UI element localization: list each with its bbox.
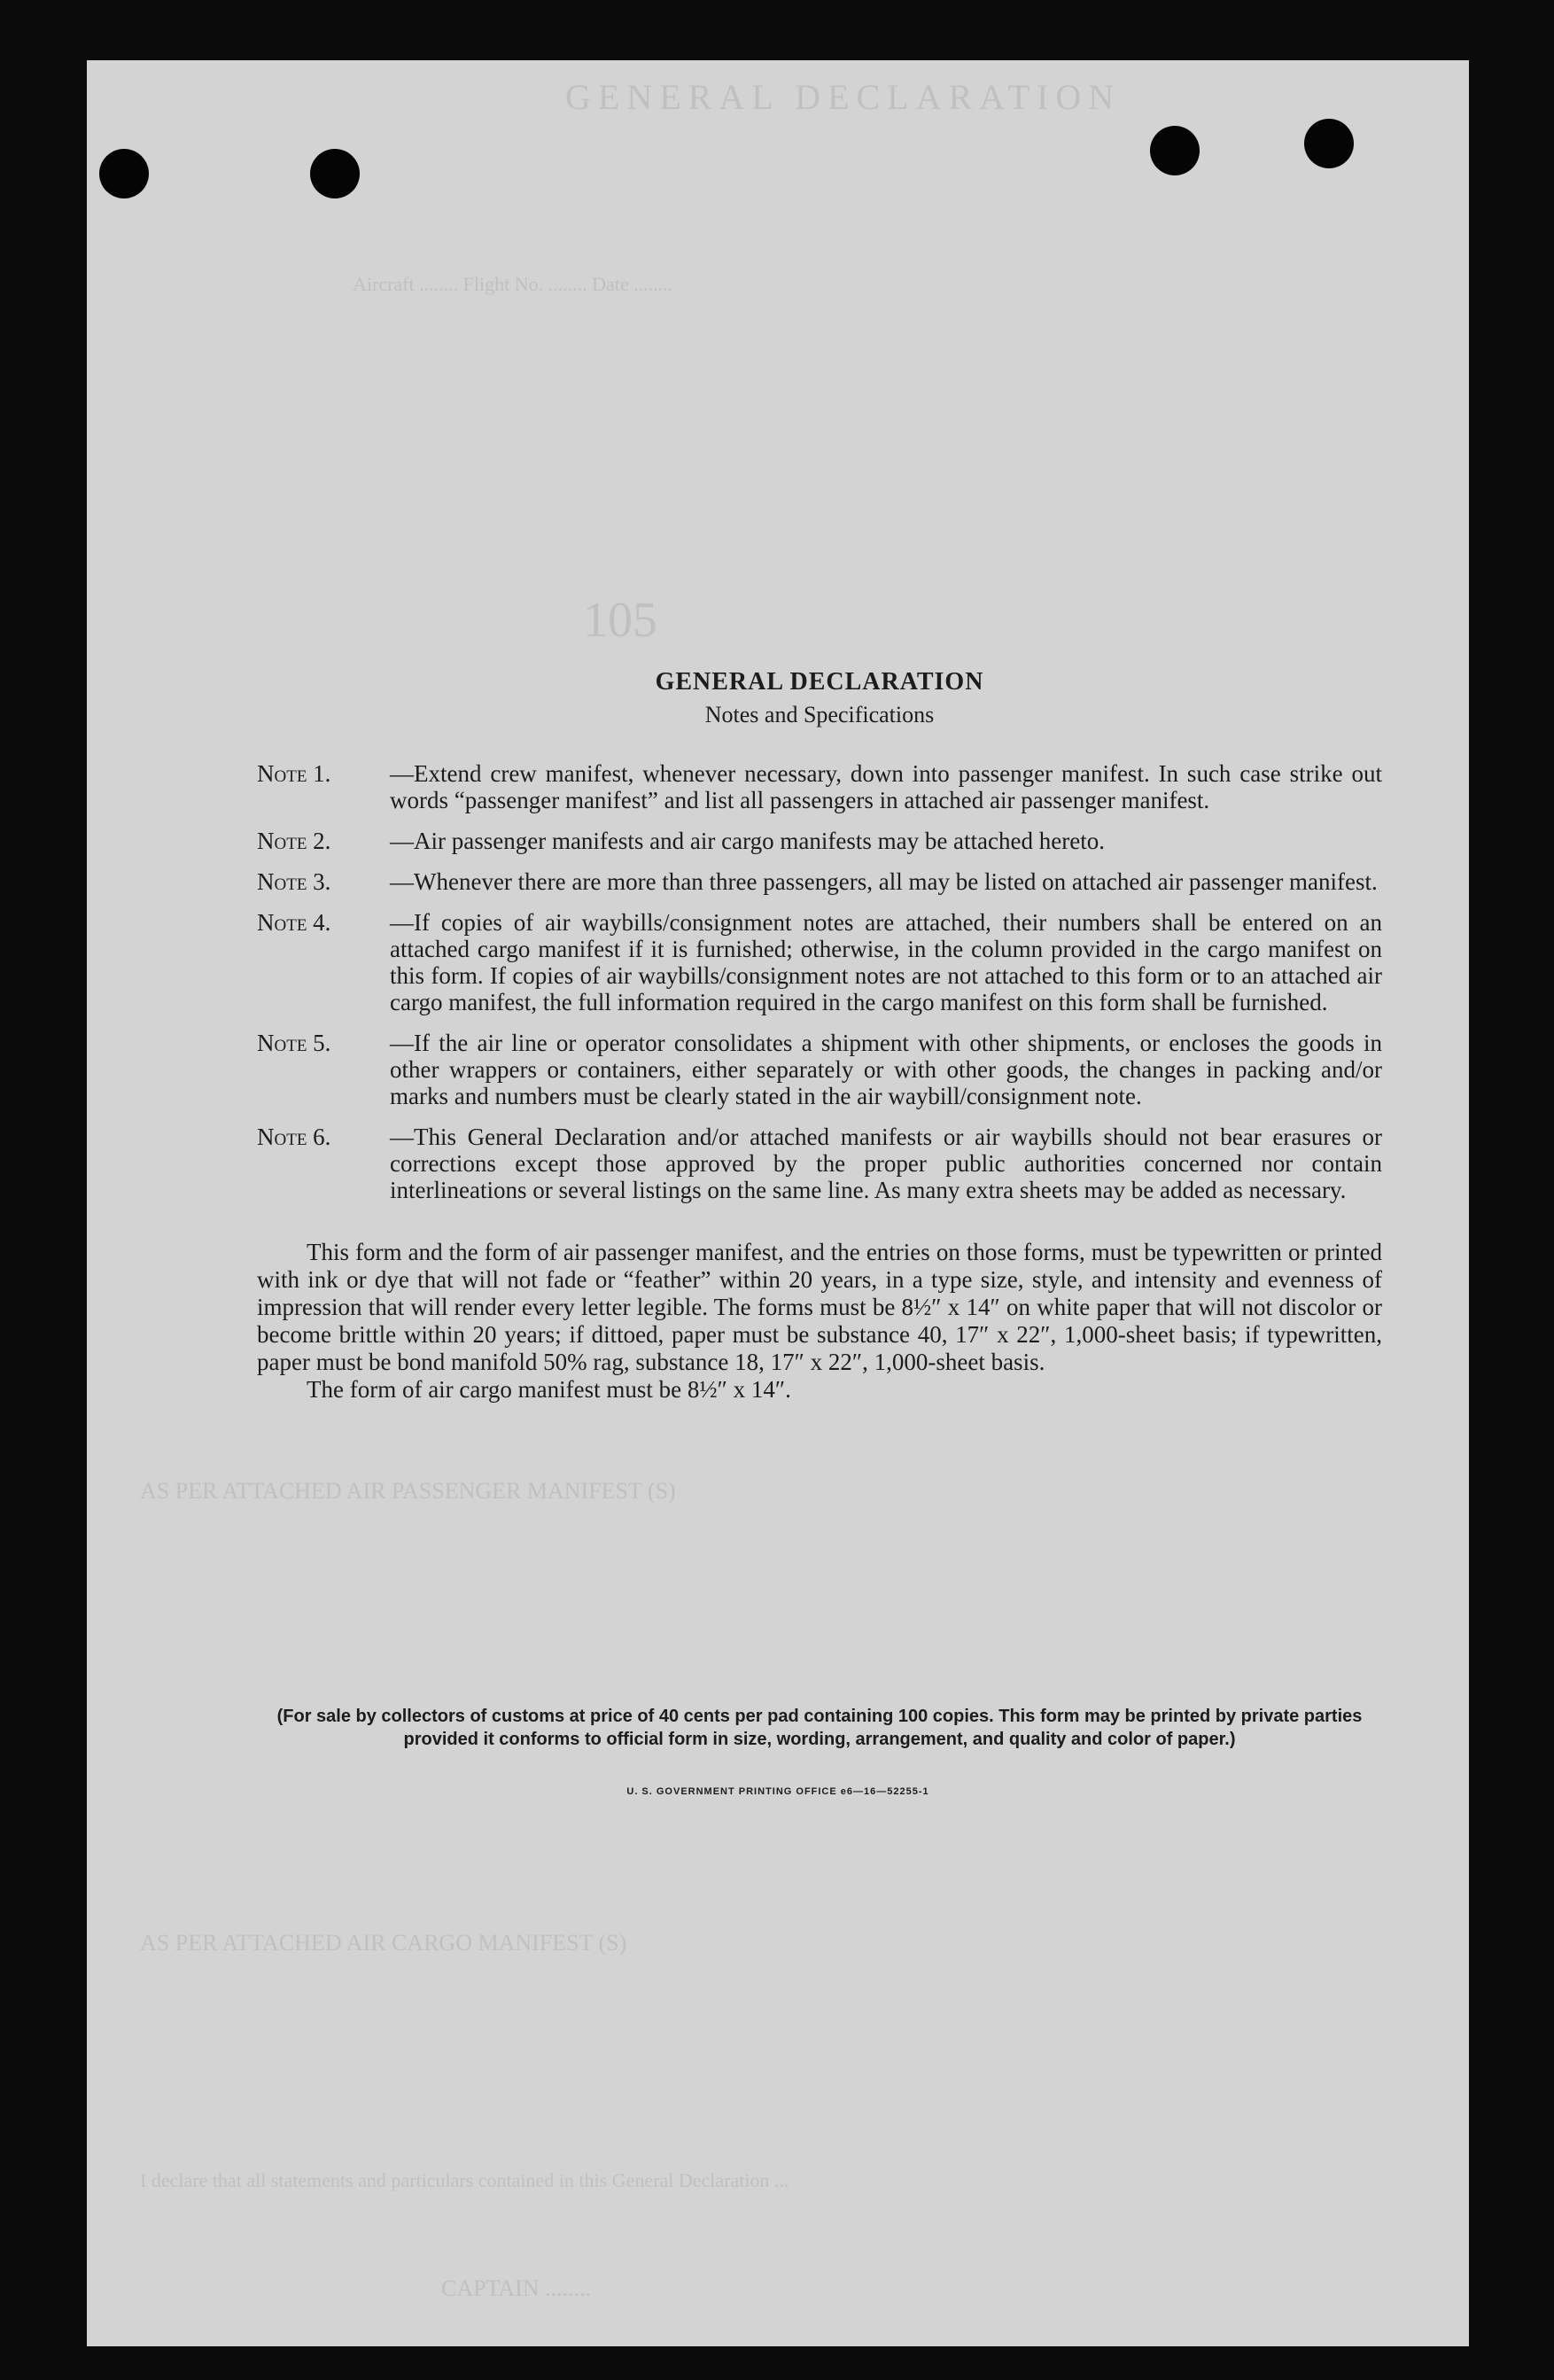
note-label: Note 4.	[257, 909, 331, 936]
punch-hole	[310, 149, 360, 198]
form-specification: This form and the form of air passenger manifest, and the entries on those forms, must be typewritten or printed with ink or dye that will not fade or “feather” within 20 years, in a type size, style, and intensity and evenness of impression that will render every letter legible. The forms must be 8½″ x 14″ on white paper that will not discolor or become brittle within 20 years; if dittoed, paper must be substance 40, 17″ x 22″, 1,000-sheet basis; if typewritten, paper must be bond manifold 50% rag, substance 18, 17″ x 22″, 1,000-sheet basis.	[257, 1239, 1382, 1375]
note-text: —If the air line or operator consolidates a shipment with other shipments, or encloses the goods in other wrappers or containers, either separately or with other goods, the changes in packing and/or marks and numbers must be clearly stated in the air waybill/consignment note.	[390, 1030, 1382, 1109]
note-label: Note 1.	[257, 760, 331, 787]
note-text: —This General Declaration and/or attached manifests or air waybills should not bear erasures or corrections except those approved by the proper public authorities concerned nor contain interlineations or several listings on the same line. As many extra sheets may be added as necessary.	[390, 1124, 1382, 1203]
note-label: Note 2.	[257, 828, 331, 854]
document-page	[87, 60, 1469, 2346]
notes-section	[257, 668, 1382, 1404]
note-text: —Extend crew manifest, whenever necessary, down into passenger manifest. In such case strike out words “passenger manifest” and list all passengers in attached air passenger manifest.	[390, 760, 1382, 813]
note-2	[257, 828, 1382, 854]
cargo-manifest-specification: The form of air cargo manifest must be 8½″ x 14″.	[307, 1376, 791, 1403]
page-title: GENERAL DECLARATION	[655, 668, 984, 696]
reverse-side-bleed: GENERAL DECLARATION Aircraft ........ Flight No. ........ Date ........ 105 AS PER ATTACHED AIR PASSENGER MANIFEST (S) AS PER ATTACHED AIR CARGO MANIFEST (S) I declare that all statements and particulars contained in this General Declaration ... CAPTAIN ........	[140, 77, 1122, 2301]
note-text: —Air passenger manifests and air cargo manifests may be attached hereto.	[390, 828, 1105, 854]
punch-hole	[99, 149, 149, 198]
note-4	[257, 909, 1382, 1015]
page-subtitle: Notes and Specifications	[704, 702, 935, 727]
note-5	[257, 1030, 1382, 1109]
note-6	[257, 1124, 1382, 1203]
note-3	[257, 868, 1382, 895]
punch-hole	[1150, 126, 1200, 175]
note-label: Note 5.	[257, 1030, 331, 1056]
note-text: —If copies of air waybills/consignment notes are attached, their numbers shall be entered on an attached cargo manifest if it is furnished; otherwise, in the column provided in the cargo manifest on this form. If copies of air waybills/consignment notes are not attached to this form or to an attached air cargo manifest, the full information required in the cargo manifest on this form shall be furnished.	[390, 909, 1382, 1015]
printer-imprint: U. S. GOVERNMENT PRINTING OFFICE e6—16—52255-1	[626, 1786, 929, 1797]
note-1	[257, 760, 1382, 813]
note-text: —Whenever there are more than three passengers, all may be listed on attached air passenger manifest.	[390, 868, 1378, 895]
sale-notice: (For sale by collectors of customs at price of 40 cents per pad containing 100 copies. This form may be printed by private parties provided it conforms to official form in size, wording, arrangement, and quality and color of paper.)	[276, 1707, 1363, 1749]
note-label: Note 3.	[257, 868, 331, 895]
note-label: Note 6.	[257, 1124, 331, 1150]
punch-hole	[1304, 119, 1354, 168]
